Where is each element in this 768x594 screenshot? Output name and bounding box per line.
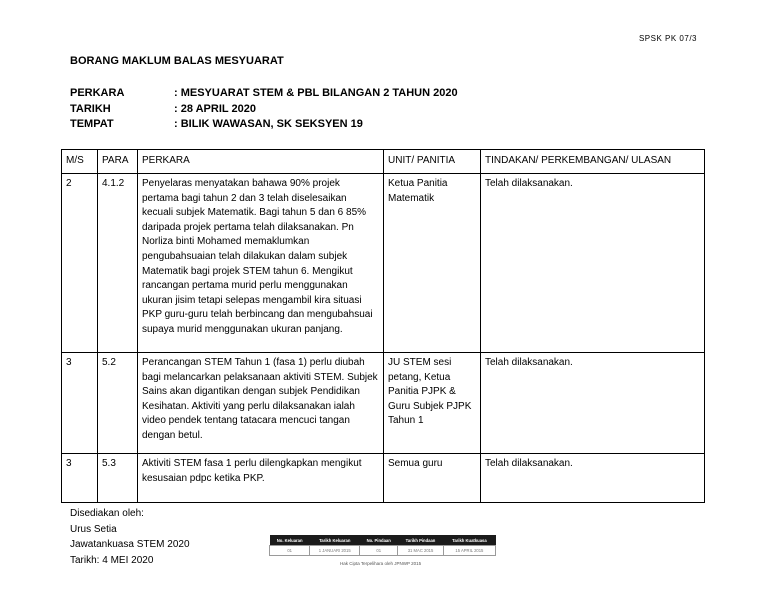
- control-value: 01: [270, 546, 310, 556]
- control-header: No. Keluaran: [270, 535, 310, 546]
- control-value: 01: [360, 546, 398, 556]
- meta-label: PERKARA: [70, 87, 125, 99]
- prepared-date: Tarikh: 4 MEI 2020: [70, 554, 154, 566]
- meta-row-perkara: [70, 86, 458, 102]
- control-header: Tarikh Kuatkuasa: [443, 535, 495, 546]
- cell-tindakan: Telah dilaksanakan.: [481, 353, 705, 454]
- header-unit: UNIT/ PANITIA: [384, 150, 481, 174]
- form-title: BORANG MAKLUM BALAS MESYUARAT: [70, 55, 284, 67]
- meeting-meta: [70, 86, 458, 133]
- meta-row-tarikh: [70, 102, 458, 118]
- table-row: [62, 353, 705, 454]
- cell-para: 5.3: [98, 454, 138, 503]
- header-tindakan: TINDAKAN/ PERKEMBANGAN/ ULASAN: [481, 150, 705, 174]
- cell-unit: Semua guru: [384, 454, 481, 503]
- prepared-committee: Jawatankuasa STEM 2020: [70, 539, 190, 550]
- cell-para: 4.1.2: [98, 174, 138, 353]
- control-header: Tarikh Keluaran: [310, 535, 360, 546]
- meta-value: : MESYUARAT STEM & PBL BILANGAN 2 TAHUN 2020: [174, 87, 458, 99]
- prepared-label: Disediakan oleh:: [70, 508, 144, 519]
- document-control-table: [269, 535, 496, 556]
- minutes-table: [61, 149, 705, 503]
- control-value: 31 MAC 2015: [398, 546, 444, 556]
- table-row: [62, 454, 705, 503]
- control-header-row: [270, 535, 496, 546]
- prepared-unit: Urus Setia: [70, 523, 117, 535]
- cell-ms: 2: [62, 174, 98, 353]
- cell-perkara: Aktiviti STEM fasa 1 perlu dilengkapkan mengikut kesusaian pdpc ketika PKP.: [138, 454, 384, 503]
- control-value-row: [270, 546, 496, 556]
- meta-row-tempat: [70, 117, 458, 133]
- control-header: No. Pindaan: [360, 535, 398, 546]
- table-row: [62, 174, 705, 353]
- cell-tindakan: Telah dilaksanakan.: [481, 454, 705, 503]
- cell-perkara: Perancangan STEM Tahun 1 (fasa 1) perlu diubah bagi melancarkan pelaksanaan aktiviti STEM. Subjek Sains akan digantikan dengan subjek Pendidikan Kesihatan. Aktiviti yang perlu dilaksanakan ialah video pendek tentang tatacara mencuci tangan dengan betul.: [138, 353, 384, 454]
- control-header: Tarikh Pindaan: [398, 535, 444, 546]
- header-para: PARA: [98, 150, 138, 174]
- meta-label: TEMPAT: [70, 118, 114, 130]
- cell-para: 5.2: [98, 353, 138, 454]
- cell-ms: 3: [62, 454, 98, 503]
- control-value: 15 APRIL 2015: [443, 546, 495, 556]
- cell-tindakan: Telah dilaksanakan.: [481, 174, 705, 353]
- table-header-row: [62, 150, 705, 174]
- cell-ms: 3: [62, 353, 98, 454]
- document-code: SPSK PK 07/3: [638, 34, 697, 43]
- meta-value: : BILIK WAWASAN, SK SEKSYEN 19: [174, 118, 363, 130]
- header-ms: M/S: [62, 150, 98, 174]
- meta-value: : 28 APRIL 2020: [174, 102, 256, 115]
- header-perkara: PERKARA: [138, 150, 384, 174]
- prepared-by-block: [70, 506, 190, 568]
- control-value: 1 JANUARI 2015: [310, 546, 360, 556]
- meta-label: TARIKH: [70, 102, 111, 115]
- copyright-note: Hak Cipta Terpelihara oleh JPNWP 2015: [340, 561, 422, 566]
- cell-unit: Ketua Panitia Matematik: [384, 174, 481, 353]
- cell-perkara: Penyelaras menyatakan bahawa 90% projek pertama bagi tahun 2 dan 3 telah diselesaikan kecuali subjek Matematik. Bagi tahun 5 dan 6 85% daripada projek pertama telah dilaksanakan. Pn Norliza binti Mohamed memaklumkan pengubahsuaian telah dilakukan dalam subjek Matematik bagi projek STEM tahun 6. Mengikut rancangan pertama murid perlu menggunakan ukuran jisim tetapi selepas mengambil kira situasi PKP guru-guru telah berbincang dan mengubahsuai supaya murid menggunakan ukuran panjang.: [138, 174, 384, 353]
- cell-unit: JU STEM sesi petang, Ketua Panitia PJPK & Guru Subjek PJPK Tahun 1: [384, 353, 481, 454]
